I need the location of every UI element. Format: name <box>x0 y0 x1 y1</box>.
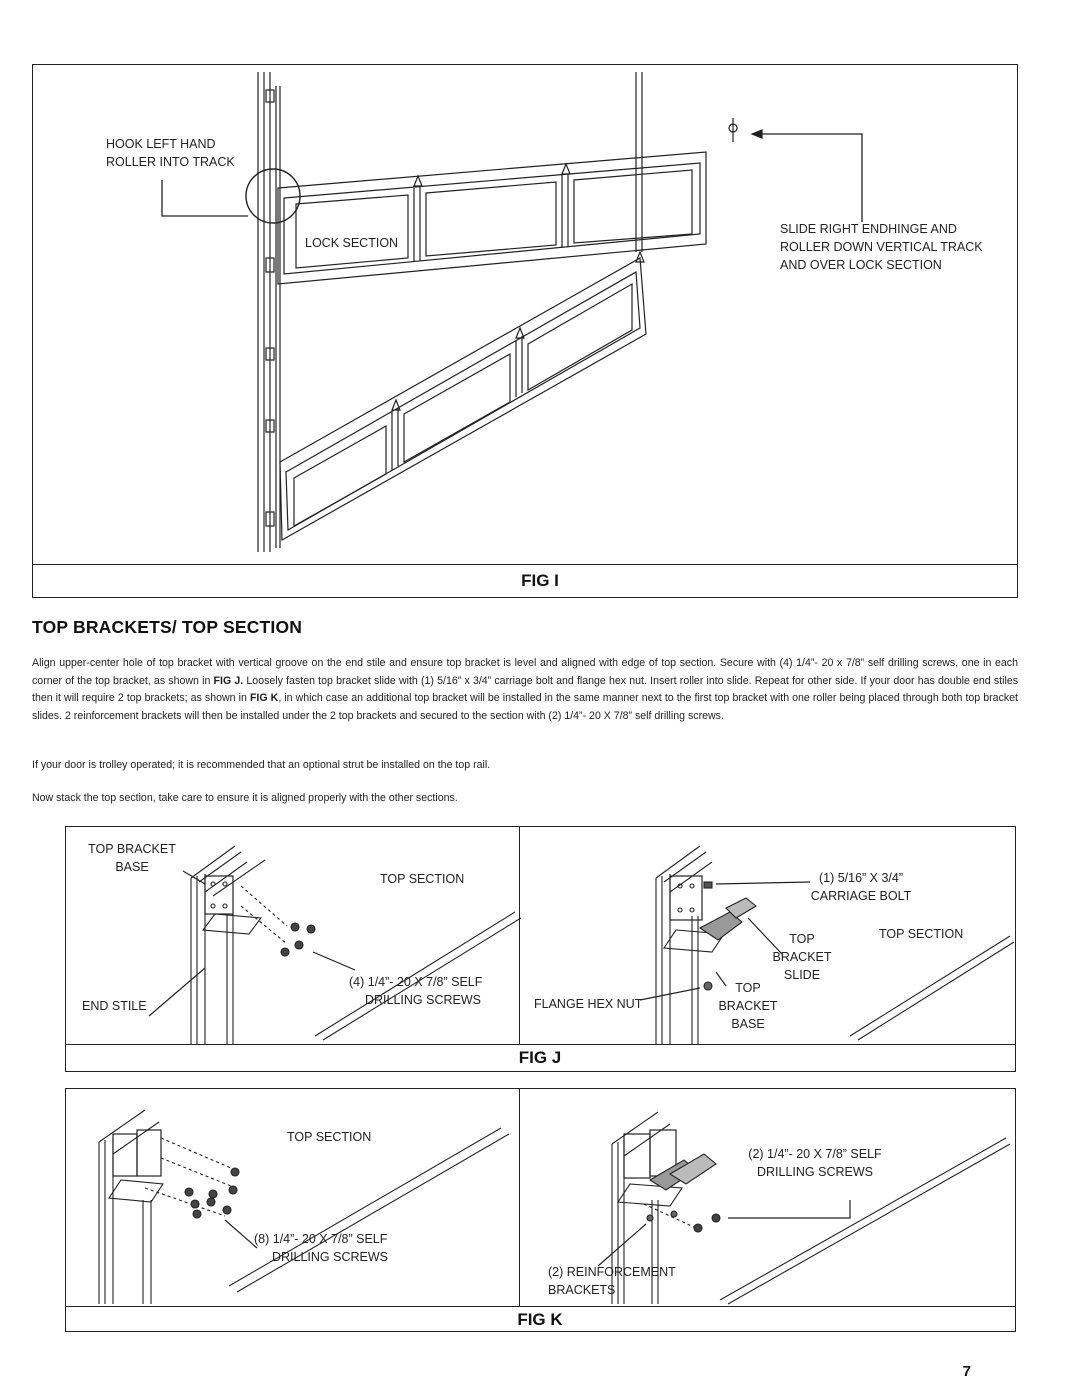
slide-right-label-line1: SLIDE RIGHT ENDHINGE AND <box>780 222 957 236</box>
j-carriage-bolt-line2: CARRIAGE BOLT <box>810 889 912 903</box>
j-end-stile: END STILE <box>82 999 147 1013</box>
paragraph-3: Now stack the top section, take care to ensure it is aligned properly with the other sections. <box>32 792 458 804</box>
fig-k-caption-divider <box>65 1306 1016 1307</box>
k-reinforcement-line2: BRACKETS <box>548 1283 616 1297</box>
paragraph-1 <box>32 655 1018 725</box>
fig-i-caption: FIG I <box>521 571 559 590</box>
k-reinforcement-line1: (2) REINFORCEMENT <box>548 1265 676 1279</box>
j-flange-hex-nut: FLANGE HEX NUT <box>534 997 643 1011</box>
paragraph-2: If your door is trolley operated; it is recommended that an optional strut be installed on the top rail. <box>32 759 491 771</box>
j-top-bracket-base-line1: TOP BRACKET <box>88 842 176 856</box>
k-left-top-section: TOP SECTION <box>287 1130 372 1144</box>
j-left-top-section: TOP SECTION <box>380 872 465 886</box>
j-carriage-bolt-line1: (1) 5/16” X 3/4” <box>818 871 904 885</box>
slide-right-label-line2: ROLLER DOWN VERTICAL TRACK <box>780 240 983 254</box>
fig-j-caption: FIG J <box>518 1048 562 1067</box>
j-top-bracket-base-r-line2: BRACKET <box>718 999 778 1013</box>
k-right-screws-line1: (2) 1/4”- 20 X 7/8” SELF <box>748 1147 882 1161</box>
j-top-bracket-slide-line2: BRACKET <box>772 950 832 964</box>
lock-section-label: LOCK SECTION <box>305 236 399 250</box>
k-right-screws-line2: DRILLING SCREWS <box>757 1165 873 1179</box>
fig-k-reference: FIG K <box>249 692 279 705</box>
j-right-top-section: TOP SECTION <box>879 927 964 941</box>
section-heading: TOP BRACKETS/ TOP SECTION <box>32 617 303 637</box>
fig-j-reference: FIG J. <box>213 674 244 687</box>
fig-i-illustration <box>0 0 1080 600</box>
fig-k-caption: FIG K <box>517 1310 563 1329</box>
paragraph-1-part1: Align upper-center hole of top bracket with vertical groove on the end stile and ensure top bracket is level and aligned with edge of top section. Secure with (4) 1/4”- 20 x 7/8” self drilling screws, one in each corner of the top bracket, as shown in <box>32 657 1018 687</box>
j-top-bracket-base-line2: BASE <box>115 860 149 874</box>
j-top-bracket-base-r-line1: TOP <box>735 981 761 995</box>
j-left-screws-line1: (4) 1/4”- 20 X 7/8” SELF <box>349 975 483 989</box>
k-left-screws-line1: (8) 1/4”- 20 X 7/8” SELF <box>254 1232 388 1246</box>
fig-k-left-illustration <box>65 1088 525 1306</box>
page-number: 7 <box>962 1363 971 1380</box>
j-top-bracket-slide-line3: SLIDE <box>783 968 821 982</box>
paragraph-1-part2: Loosely fasten top bracket slide with (1) 5/16” x 3/4” carriage bolt and flange hex nut. Insert roller into slide. Repeat for other side. If your door has double end stiles then it will require 2 top brackets; as shown in <box>32 674 1019 705</box>
j-top-bracket-slide-line1: TOP <box>789 932 815 946</box>
slide-right-label-line3: AND OVER LOCK SECTION <box>780 258 942 272</box>
hook-left-label-line1: HOOK LEFT HAND <box>106 137 216 151</box>
k-left-screws-line2: DRILLING SCREWS <box>272 1250 388 1264</box>
paragraph-1-part3: , in which case an additional top bracket will be installed in the same manner next to the first top bracket with one roller being placed through both top bracket slides. 2 reinforcement brackets will then be installed under the 2 top brackets and secured to the section with (2) 1/4”- 20 X 7/8” self drilling screws. <box>32 692 1018 722</box>
j-top-bracket-base-r-line3: BASE <box>731 1017 765 1031</box>
j-left-screws-line2: DRILLING SCREWS <box>365 993 481 1007</box>
hook-left-label-line2: ROLLER INTO TRACK <box>106 155 235 169</box>
